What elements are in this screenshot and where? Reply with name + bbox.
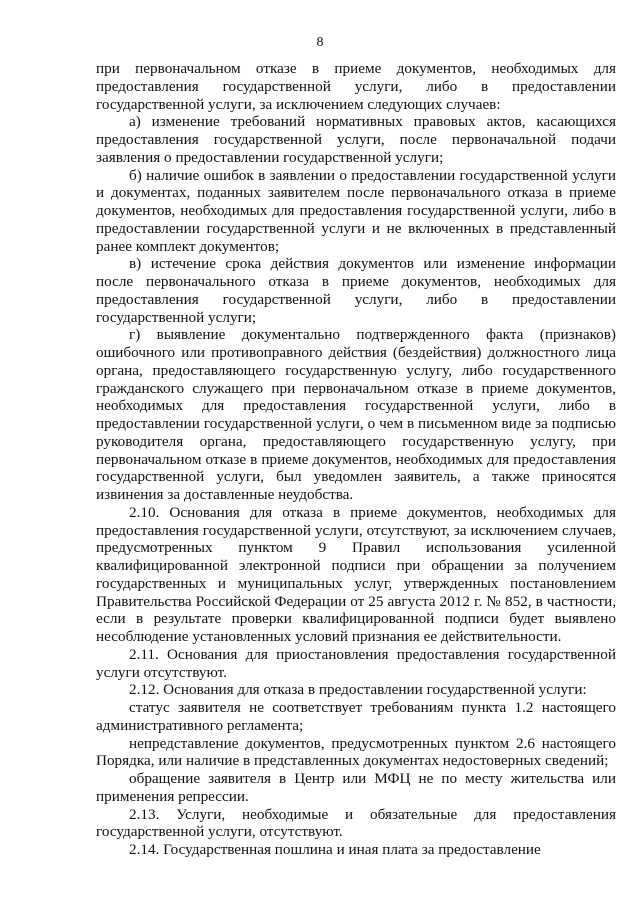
paragraph-refusal-documents: непредставление документов, предусмотренных пунктом 2.6 настоящего Порядка, или наличие в представленных документах недостоверных сведений; [96, 734, 616, 770]
page-number: 8 [316, 35, 324, 50]
paragraph-refusal-residence: обращение заявителя в Центр или МФЦ не по месту жительства или применения репрессии. [96, 770, 616, 805]
paragraph-2-10: 2.10. Основания для отказа в приеме документов, необходимых для предоставления государственной услуги, отсутствуют, за исключением случаев, предусмотренных пунктом 9 Правил использования усиленной квалифицированной электронной подписи при обращении за получением государственных и муниципальных услуг, утвержденных постановлением Правительства Российской Федерации от 25 августа 2012 г. № 852, в частности, если в результате проверки квалифицированной подписи будет выявлено несоблюдение установленных условий признания ее действительности. [96, 503, 616, 645]
paragraph-2-14: 2.14. Государственная пошлина и иная плата за предоставление [129, 841, 541, 858]
document-body [96, 60, 616, 859]
paragraph-continuation: при первоначальном отказе в приеме документов, необходимых для предоставления государственной услуги, либо в предоставлении государственной услуги, за исключением следующих случаев: [96, 60, 616, 113]
paragraph-2-13: 2.13. Услуги, необходимые и обязательные для предоставления государственной услуги, отсутствуют. [96, 805, 616, 841]
paragraph-item-a: а) изменение требований нормативных правовых актов, касающихся предоставления государственной услуги, после первоначальной подачи заявления о предоставлении государственной услуги; [96, 113, 616, 166]
paragraph-2-12: 2.12. Основания для отказа в предоставлении государственной услуги: [129, 681, 587, 699]
paragraph-item-g: г) выявление документально подтвержденного факта (признаков) ошибочного или противоправного действия (бездействия) должностного лица органа, предоставляющего государственную услугу, либо государственного гражданского служащего при первоначальном отказе в приеме документов, необходимых для предоставления государственной услуги, либо в предоставлении государственной услуги, о чем в письменном виде за подписью руководителя органа, предоставляющего государственную услугу, при первоначальном отказе в приеме документов, необходимых для предоставления государственной услуги, был уведомлен заявитель, а также приносятся извинения за доставленные неудобства. [96, 326, 616, 503]
paragraph-item-v: в) истечение срока действия документов или изменение информации после первоначального отказа в приеме документов, необходимых для предоставления государственной услуги, либо в предоставлении государственной услуги; [96, 255, 616, 326]
paragraph-refusal-status: статус заявителя не соответствует требованиям пункта 1.2 настоящего административного регламента; [96, 699, 616, 734]
paragraph-item-b: б) наличие ошибок в заявлении о предоставлении государственной услуги и документах, поданных заявителем после первоначального отказа в приеме документов, необходимых для предоставления государственной услуги, либо в предоставлении государственной услуги и не включенных в представленный ранее комплект документов; [96, 166, 616, 255]
paragraph-2-11: 2.11. Основания для приостановления предоставления государственной услуги отсутствуют. [96, 645, 616, 681]
